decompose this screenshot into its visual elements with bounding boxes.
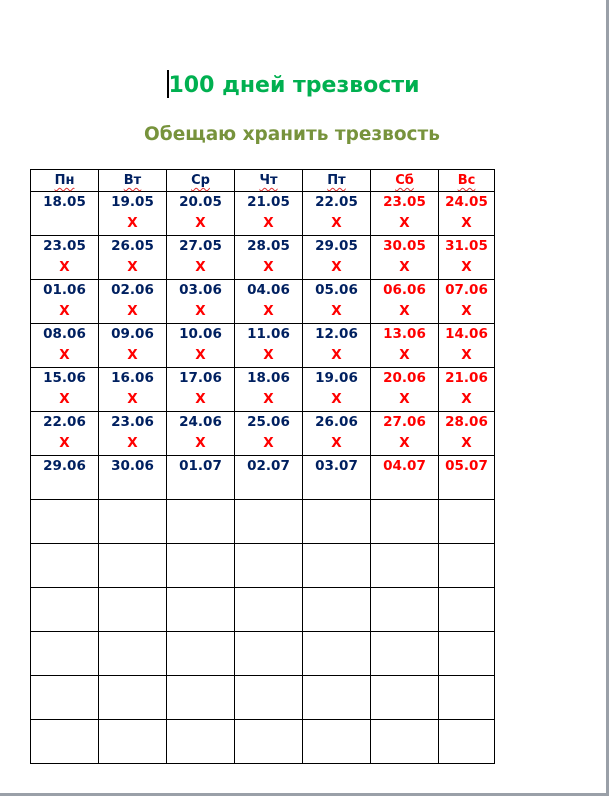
- date-label: 18.05: [43, 194, 86, 210]
- week-row: [31, 192, 495, 236]
- date-label: 24.05: [445, 194, 488, 210]
- date-label: 22.06: [43, 414, 86, 430]
- day-cell[interactable]: [31, 324, 99, 368]
- crossed-mark: X: [331, 215, 342, 231]
- empty-cell[interactable]: [371, 632, 439, 676]
- blank-row: [31, 676, 495, 720]
- empty-cell[interactable]: [439, 588, 495, 632]
- day-cell[interactable]: [439, 368, 495, 412]
- crossed-mark: X: [399, 303, 410, 319]
- empty-cell[interactable]: [439, 500, 495, 544]
- date-label: 27.06: [383, 414, 426, 430]
- crossed-mark: X: [331, 435, 342, 451]
- date-label: 05.06: [315, 282, 358, 298]
- day-cell[interactable]: [31, 236, 99, 280]
- empty-cell[interactable]: [31, 720, 99, 764]
- day-header: [235, 170, 303, 192]
- date-label: 14.06: [445, 326, 488, 342]
- crossed-mark: X: [331, 347, 342, 363]
- date-label: 06.06: [383, 282, 426, 298]
- crossed-mark: X: [195, 259, 206, 275]
- day-cell[interactable]: [99, 236, 167, 280]
- crossed-mark: X: [263, 391, 274, 407]
- week-row: [31, 236, 495, 280]
- crossed-mark: X: [263, 215, 274, 231]
- empty-cell[interactable]: [439, 544, 495, 588]
- day-cell[interactable]: [303, 280, 371, 324]
- date-label: 27.05: [179, 238, 222, 254]
- empty-cell[interactable]: [303, 720, 371, 764]
- day-cell[interactable]: [31, 280, 99, 324]
- empty-cell[interactable]: [31, 632, 99, 676]
- crossed-mark: X: [461, 303, 472, 319]
- day-cell[interactable]: [31, 368, 99, 412]
- date-label: 26.06: [315, 414, 358, 430]
- empty-cell[interactable]: [31, 588, 99, 632]
- day-cell[interactable]: [235, 280, 303, 324]
- day-cell[interactable]: [303, 324, 371, 368]
- crossed-mark: X: [59, 391, 70, 407]
- empty-cell[interactable]: [303, 676, 371, 720]
- empty-cell[interactable]: [235, 544, 303, 588]
- empty-cell[interactable]: [99, 632, 167, 676]
- day-cell[interactable]: [371, 236, 439, 280]
- date-label: 28.06: [445, 414, 488, 430]
- day-cell[interactable]: [235, 324, 303, 368]
- crossed-mark: X: [127, 303, 138, 319]
- crossed-mark: X: [59, 259, 70, 275]
- date-label: 10.06: [179, 326, 222, 342]
- day-cell[interactable]: [99, 324, 167, 368]
- date-label: 03.06: [179, 282, 222, 298]
- crossed-mark: X: [399, 215, 410, 231]
- empty-cell[interactable]: [99, 500, 167, 544]
- empty-cell[interactable]: [235, 632, 303, 676]
- day-cell[interactable]: [99, 456, 167, 500]
- crossed-mark: X: [399, 435, 410, 451]
- empty-cell[interactable]: [371, 676, 439, 720]
- week-row: [31, 280, 495, 324]
- empty-cell[interactable]: [303, 588, 371, 632]
- empty-cell[interactable]: [235, 720, 303, 764]
- date-label: 02.07: [247, 458, 290, 474]
- date-label: 08.06: [43, 326, 86, 342]
- day-cell[interactable]: [167, 368, 235, 412]
- date-label: 29.05: [315, 238, 358, 254]
- crossed-mark: X: [127, 435, 138, 451]
- empty-cell[interactable]: [167, 632, 235, 676]
- week-row: [31, 412, 495, 456]
- day-cell[interactable]: [31, 412, 99, 456]
- crossed-mark: X: [461, 215, 472, 231]
- day-cell[interactable]: [235, 368, 303, 412]
- day-cell[interactable]: [235, 236, 303, 280]
- date-label: 05.07: [445, 458, 488, 474]
- empty-cell[interactable]: [99, 720, 167, 764]
- empty-cell[interactable]: [371, 544, 439, 588]
- day-cell[interactable]: [235, 412, 303, 456]
- document-subtitle: Обещаю хранить трезвость: [144, 124, 440, 145]
- crossed-mark: X: [195, 303, 206, 319]
- day-cell[interactable]: [99, 192, 167, 236]
- day-header-label: Вс: [457, 173, 476, 188]
- date-label: 23.05: [383, 194, 426, 210]
- date-label: 01.06: [43, 282, 86, 298]
- day-cell[interactable]: [167, 236, 235, 280]
- day-header: [439, 170, 495, 192]
- crossed-mark: X: [263, 435, 274, 451]
- crossed-mark: X: [331, 303, 342, 319]
- day-cell[interactable]: [167, 456, 235, 500]
- day-cell[interactable]: [371, 280, 439, 324]
- day-header-label: Пн: [54, 173, 75, 188]
- document-title-line[interactable]: [0, 70, 586, 98]
- day-cell[interactable]: [371, 368, 439, 412]
- date-label: 03.07: [315, 458, 358, 474]
- date-label: 19.06: [315, 370, 358, 386]
- crossed-mark: X: [127, 391, 138, 407]
- day-cell[interactable]: [303, 368, 371, 412]
- day-cell[interactable]: [167, 412, 235, 456]
- day-header: [167, 170, 235, 192]
- empty-cell[interactable]: [235, 588, 303, 632]
- date-label: 24.06: [179, 414, 222, 430]
- day-header: [303, 170, 371, 192]
- day-cell[interactable]: [371, 192, 439, 236]
- day-header-label: Сб: [395, 173, 414, 188]
- date-label: 21.05: [247, 194, 290, 210]
- week-row: [31, 456, 495, 500]
- empty-cell[interactable]: [439, 676, 495, 720]
- day-cell[interactable]: [303, 412, 371, 456]
- day-cell[interactable]: [439, 236, 495, 280]
- day-header: [371, 170, 439, 192]
- empty-cell[interactable]: [235, 676, 303, 720]
- crossed-mark: X: [59, 347, 70, 363]
- date-label: 12.06: [315, 326, 358, 342]
- crossed-mark: X: [263, 347, 274, 363]
- empty-cell[interactable]: [439, 632, 495, 676]
- day-cell[interactable]: [371, 412, 439, 456]
- blank-row: [31, 588, 495, 632]
- crossed-mark: X: [461, 391, 472, 407]
- day-cell[interactable]: [303, 456, 371, 500]
- date-label: 20.05: [179, 194, 222, 210]
- date-label: 02.06: [111, 282, 154, 298]
- crossed-mark: X: [331, 259, 342, 275]
- week-row: [31, 324, 495, 368]
- blank-row: [31, 500, 495, 544]
- empty-cell[interactable]: [303, 632, 371, 676]
- day-cell[interactable]: [167, 324, 235, 368]
- empty-cell[interactable]: [31, 676, 99, 720]
- crossed-mark: X: [59, 303, 70, 319]
- empty-cell[interactable]: [31, 500, 99, 544]
- empty-cell[interactable]: [371, 500, 439, 544]
- day-cell[interactable]: [99, 280, 167, 324]
- blank-row: [31, 632, 495, 676]
- date-label: 18.06: [247, 370, 290, 386]
- date-label: 01.07: [179, 458, 222, 474]
- empty-cell[interactable]: [167, 588, 235, 632]
- crossed-mark: X: [263, 303, 274, 319]
- header-row: [31, 170, 495, 192]
- day-cell[interactable]: [31, 456, 99, 500]
- day-cell[interactable]: [99, 412, 167, 456]
- crossed-mark: X: [59, 435, 70, 451]
- date-label: 04.07: [383, 458, 426, 474]
- empty-cell[interactable]: [167, 720, 235, 764]
- date-label: 04.06: [247, 282, 290, 298]
- week-row: [31, 368, 495, 412]
- day-cell[interactable]: [371, 324, 439, 368]
- day-cell[interactable]: [439, 456, 495, 500]
- date-label: 17.06: [179, 370, 222, 386]
- empty-cell[interactable]: [99, 544, 167, 588]
- date-label: 09.06: [111, 326, 154, 342]
- empty-cell[interactable]: [439, 720, 495, 764]
- date-label: 22.05: [315, 194, 358, 210]
- empty-cell[interactable]: [167, 500, 235, 544]
- crossed-mark: X: [461, 435, 472, 451]
- crossed-mark: X: [399, 259, 410, 275]
- crossed-mark: X: [127, 259, 138, 275]
- date-label: 21.06: [445, 370, 488, 386]
- date-label: 31.05: [445, 238, 488, 254]
- day-cell[interactable]: [303, 192, 371, 236]
- day-cell[interactable]: [303, 236, 371, 280]
- date-label: 11.06: [247, 326, 290, 342]
- date-label: 16.06: [111, 370, 154, 386]
- date-label: 07.06: [445, 282, 488, 298]
- page-edge: [606, 0, 609, 796]
- blank-row: [31, 720, 495, 764]
- day-cell[interactable]: [371, 456, 439, 500]
- day-cell[interactable]: [31, 192, 99, 236]
- date-label: 29.06: [43, 458, 86, 474]
- crossed-mark: X: [127, 347, 138, 363]
- date-label: 26.05: [111, 238, 154, 254]
- day-cell[interactable]: [439, 280, 495, 324]
- day-header: [31, 170, 99, 192]
- empty-cell[interactable]: [235, 500, 303, 544]
- date-label: 30.05: [383, 238, 426, 254]
- crossed-mark: X: [399, 391, 410, 407]
- date-label: 13.06: [383, 326, 426, 342]
- day-cell[interactable]: [167, 280, 235, 324]
- day-cell[interactable]: [439, 192, 495, 236]
- day-cell[interactable]: [99, 368, 167, 412]
- empty-cell[interactable]: [99, 676, 167, 720]
- day-cell[interactable]: [235, 192, 303, 236]
- day-header-label: Пт: [327, 173, 346, 188]
- date-label: 25.06: [247, 414, 290, 430]
- empty-cell[interactable]: [371, 588, 439, 632]
- crossed-mark: X: [399, 347, 410, 363]
- empty-cell[interactable]: [31, 544, 99, 588]
- date-label: 30.06: [111, 458, 154, 474]
- empty-cell[interactable]: [167, 544, 235, 588]
- date-label: 20.06: [383, 370, 426, 386]
- empty-cell[interactable]: [303, 500, 371, 544]
- date-label: 19.05: [111, 194, 154, 210]
- day-cell[interactable]: [167, 192, 235, 236]
- crossed-mark: X: [263, 259, 274, 275]
- date-label: 23.05: [43, 238, 86, 254]
- crossed-mark: X: [195, 391, 206, 407]
- crossed-mark: X: [127, 215, 138, 231]
- empty-cell[interactable]: [99, 588, 167, 632]
- document-title: 100 дней трезвости: [168, 73, 420, 98]
- empty-cell[interactable]: [303, 544, 371, 588]
- day-header-label: Вт: [123, 173, 142, 188]
- day-header-label: Ср: [191, 173, 210, 188]
- date-label: 23.06: [111, 414, 154, 430]
- crossed-mark: X: [331, 391, 342, 407]
- crossed-mark: X: [461, 347, 472, 363]
- day-header-label: Чт: [259, 173, 278, 188]
- crossed-mark: X: [195, 215, 206, 231]
- crossed-mark: X: [195, 435, 206, 451]
- day-cell[interactable]: [235, 456, 303, 500]
- day-cell[interactable]: [439, 324, 495, 368]
- date-label: 28.05: [247, 238, 290, 254]
- sobriety-calendar-table: [30, 169, 495, 764]
- empty-cell[interactable]: [167, 676, 235, 720]
- crossed-mark: X: [461, 259, 472, 275]
- day-cell[interactable]: [439, 412, 495, 456]
- crossed-mark: X: [195, 347, 206, 363]
- empty-cell[interactable]: [371, 720, 439, 764]
- day-header: [99, 170, 167, 192]
- blank-row: [31, 544, 495, 588]
- date-label: 15.06: [43, 370, 86, 386]
